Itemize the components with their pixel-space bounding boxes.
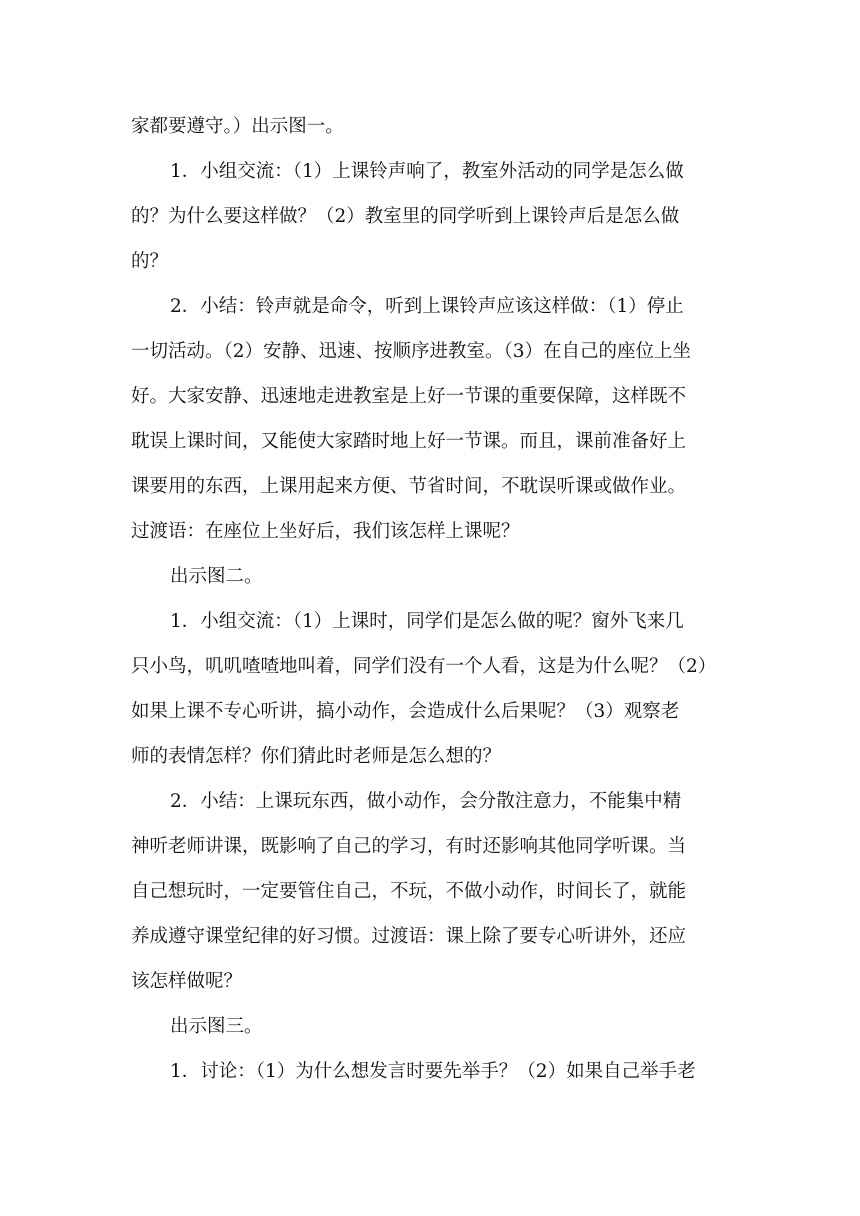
text-line: 如果上课不专心听讲，搞小动作，会造成什么后果呢？（3）观察老 (131, 701, 680, 722)
text-line: 家都要遵守。）出示图一。 (131, 116, 344, 137)
text-line: 神听老师讲课，既影响了自己的学习，有时还影响其他同学听课。当 (131, 836, 687, 857)
text-line: 养成遵守课堂纪律的好习惯。过渡语：课上除了要专心听讲外，还应 (131, 926, 687, 947)
text-line: 1．小组交流：（1）上课铃声响了，教室外活动的同学是怎么做 (170, 161, 684, 182)
text-line: 的？ (131, 251, 169, 272)
text-line: 课要用的东西，上课用起来方便、节省时间，不耽误听课或做作业。 (131, 476, 687, 497)
text-line: 只小鸟，叽叽喳喳地叫着，同学们没有一个人看，这是为什么呢？（2） (131, 656, 717, 677)
text-line: 师的表情怎样？你们猜此时老师是怎么想的？ (131, 746, 502, 767)
text-line: 耽误上课时间，又能使大家踏时地上好一节课。而且，课前准备好上 (131, 431, 687, 452)
text-line: 一切活动。（2）安静、迅速、按顺序进教室。（3）在自己的座位上坐 (131, 341, 692, 362)
text-line: 的？为什么要这样做？（2）教室里的同学听到上课铃声后是怎么做 (131, 206, 680, 227)
text-line: 2．小结：铃声就是命令，听到上课铃声应该这样做：（1）停止 (170, 296, 684, 317)
text-line: 2．小结：上课玩东西，做小动作，会分散注意力，不能集中精 (170, 791, 682, 812)
text-line: 自己想玩时，一定要管住自己，不玩，不做小动作，时间长了，就能 (131, 881, 687, 902)
text-line: 好。大家安静、迅速地走进教室是上好一节课的重要保障，这样既不 (131, 386, 687, 407)
text-line: 1．讨论：（1）为什么想发言时要先举手？（2）如果自己举手老 (170, 1061, 696, 1082)
text-line: 过渡语：在座位上坐好后，我们该怎样上课呢？ (131, 521, 520, 542)
text-line: 1．小组交流：（1）上课时，同学们是怎么做的呢？窗外飞来几 (170, 611, 684, 632)
text-line: 出示图三。 (170, 1016, 263, 1037)
text-line: 该怎样做呢？ (131, 971, 243, 992)
text-line: 出示图二。 (170, 566, 263, 587)
